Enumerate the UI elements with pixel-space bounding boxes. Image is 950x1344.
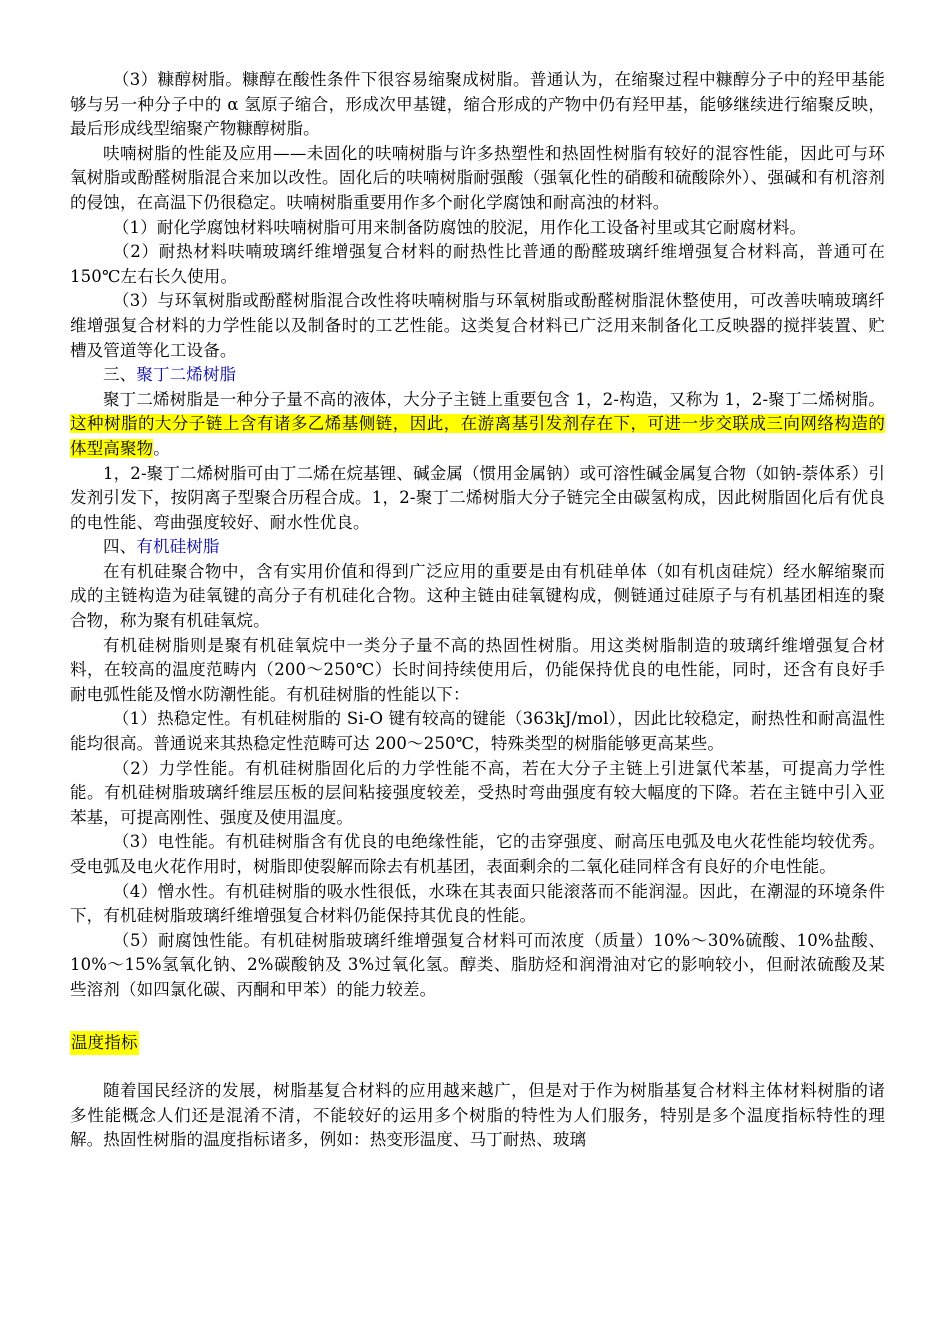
section-heading-polybutadiene [70,363,885,388]
section-heading-silicone [70,535,885,560]
document-page [70,68,885,1153]
paragraph-temperature-intro: 随着国民经济的发展，树脂基复合材料的应用越来越广，但是对于作为树脂基复合材料主体材料树脂的诸多性能概念人们还是混淆不清，不能较好的运用多个树脂的特性为人们服务，特别是多个温度指标特性的理解。热固性树脂的温度指标诸多，例如：热变形温度、马丁耐热、玻璃 [70,1081,885,1150]
paragraph-silicone-item-3: （3）电性能。有机硅树脂含有优良的电绝缘性能，它的击穿强度、耐高压电弧及电火花性能均较优秀。受电弧及电火花作用时，树脂即使裂解而除去有机基团，表面剩余的二氧化硅同样含有良好的介电性能。 [70,832,885,876]
paragraph-silicone-item-2: （2）力学性能。有机硅树脂固化后的力学性能不高，若在大分子主链上引进氯代苯基，可提高力学性能。有机硅树脂玻璃纤维层压板的层间粘接强度较差，受热时弯曲强度有较大幅度的下降。若在主链中引入亚苯基，可提高刚性、强度及使用温度。 [70,758,885,827]
paragraph-silicone-item-1: （1）热稳定性。有机硅树脂的 Si-O 键有较高的键能（363kJ/mol），因此比较稳定，耐热性和耐高温性能均很高。普通说来其热稳定性范畴可达 200～250℃，特殊类型的树脂能够更高某些。 [70,709,885,754]
section-number: 三、 [103,365,137,385]
text-run: 。 [153,438,170,458]
temperature-heading: 温度指标 [70,1031,139,1055]
paragraph-silicone-item-5: （5）耐腐蚀性能。有机硅树脂玻璃纤维增强复合材料可而浓度（质量）10%～30%硫酸、10%盐酸、10%～15%氢氧化钠、2%碳酸钠及 3%过氧化氢。醇类、脂肪烃和润滑油对它的影响较小，但耐浓硫酸及某些溶剂（如四氯化碳、丙酮和甲苯）的能力较差。 [70,930,885,999]
paragraph-silicone-item-4: （4）憎水性。有机硅树脂的吸水性很低，水珠在其表面只能滚落而不能润湿。因此，在潮湿的环境条件下，有机硅树脂玻璃纤维增强复合材料仍能保持其优良的性能。 [70,881,885,926]
paragraph-furan-item-3: （3）与环氧树脂或酚醛树脂混合改性将呋喃树脂与环氧树脂或酚醛树脂混休整使用，可改善呋喃玻璃纤维增强复合材料的力学性能以及制备时的工艺性能。这类复合材料已广泛用来制备化工反映器的搅拌装置、贮槽及管道等化工设备。 [70,291,885,360]
paragraph-silicone-polymer: 在有机硅聚合物中，含有实用价值和得到广泛应用的重要是由有机硅单体（如有机卤硅烷）经水解缩聚而成的主链构造为硅氧键的高分子有机硅化合物。这种主链由硅氧键构成，侧链通过硅原子与有机基团相连的聚合物，称为聚有机硅氧烷。 [70,561,885,631]
highlighted-text: 这种树脂的大分子链上含有诸多乙烯基侧链，因此，在游离基引发剂存在下，可进一步交联成三向网络构造的体型高聚物 [70,414,885,458]
paragraph-furan-item-1: （1）耐化学腐蚀材料呋喃树脂可用来制备防腐蚀的胶泥，用作化工设备衬里或其它耐腐材料。 [112,217,807,237]
paragraph-furan-properties: 呋喃树脂的性能及应用——未固化的呋喃树脂与许多热塑性和热固性树脂有较好的混容性能，因此可与环氧树脂或酚醛树脂混合来加以改性。固化后的呋喃树脂耐强酸（强氧化性的硝酸和硫酸除外）、强碱和有机溶剂的侵蚀，在高温下仍很稳定。呋喃树脂重要用作多个耐化学腐蚀和耐高浊的材料。 [70,143,885,212]
section-title-link[interactable]: 聚丁二烯树脂 [136,365,237,385]
paragraph-furfuryl-alcohol-resin: （3）糠醇树脂。糠醇在酸性条件下很容易缩聚成树脂。普通认为，在缩聚过程中糠醇分子中的羟甲基能够与另一种分子中的 α 氢原子缩合，形成次甲基键，缩合形成的产物中仍有羟甲基，能够继续进行缩聚反映，最后形成线型缩聚产物糠醇树脂。 [70,70,885,139]
section-title-link[interactable]: 有机硅树脂 [136,537,220,557]
paragraph-silicone-resin: 有机硅树脂则是聚有机硅氧烷中一类分子量不高的热固性树脂。用这类树脂制造的玻璃纤维增强复合材料，在较高的温度范畴内（200～250℃）长时间持续使用后，仍能保持优良的电性能，同时，还含有良好手耐电弧性能及憎水防潮性能。有机硅树脂的性能以下： [70,635,885,704]
text-run: 聚丁二烯树脂是一种分子量不高的液体，大分子主链上重要包含 1，2-构造，又称为 1，2-聚丁二烯树脂。 [103,389,885,409]
temperature-heading-block [70,1017,885,1056]
paragraph-polybutadiene-synthesis: 1，2-聚丁二烯树脂可由丁二烯在烷基锂、碱金属（惯用金属钠）或可溶性碱金属复合物（如钠-萘体系）引发剂引发下，按阴离子型聚合历程合成。1，2-聚丁二烯树脂大分子链完全由碳氢构成，因此树脂固化后有优良的电性能、弯曲强度较好、耐水性优良。 [70,463,885,532]
paragraph-furan-item-2: （2）耐热材料呋喃玻璃纤维增强复合材料的耐热性比普通的酚醛玻璃纤维增强复合材料高，普通可在 150℃左右长久使用。 [70,242,885,286]
paragraph-polybutadiene-intro [70,388,885,462]
section-number: 四、 [103,537,137,557]
